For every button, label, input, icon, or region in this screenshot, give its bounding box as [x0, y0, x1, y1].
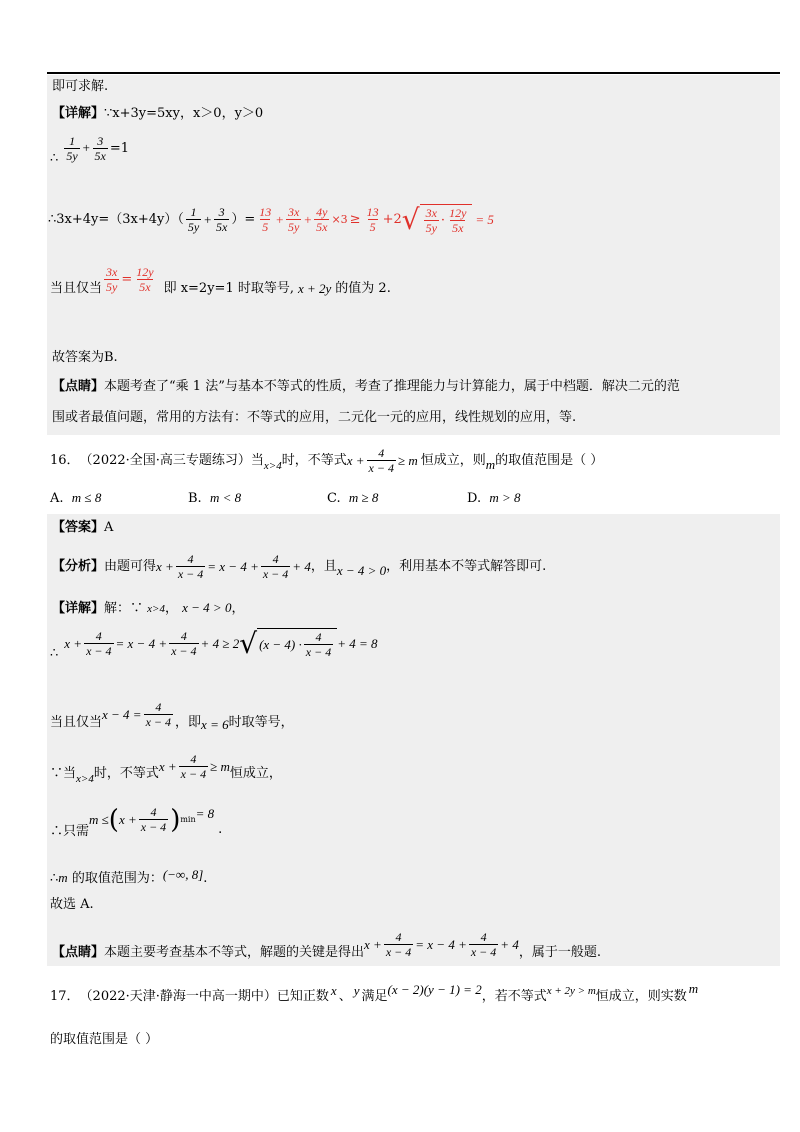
question-16: 16． （2022·全国·高三专题练习） 当 x>4 时，不等式 x + $\frac{4}{x - 4}$ ≥ m 恒成立，则 m 的取值范围是（ ）	[50, 446, 604, 475]
since-line: ∵当 x>4 时，不等式 x + $\frac{4}{x - 4}$ ≥ m 恒成立，	[50, 752, 282, 785]
option-a[interactable]: A. m ≤ 8	[50, 490, 102, 506]
detail-line: 【详解】解：∵ x>4， x − 4 > 0，	[52, 600, 245, 616]
detail-line: 【详解】∵x+3y=5xy，x＞0，y＞0	[52, 106, 264, 121]
question-17-continued: 的取值范围是（ ）	[50, 1032, 159, 1047]
option-d[interactable]: D. m > 8	[467, 490, 521, 506]
option-c[interactable]: C. m ≥ 8	[327, 490, 379, 506]
comment-line: 【点睛】 本题主要考查基本不等式，解题的关键是得出 x + $\frac{4}{x - 4}$ = x − 4 + $\frac{4}{x - 4}$ + 4 ，属于一般题.	[52, 930, 601, 960]
answer-line: 【答案】A	[52, 520, 114, 535]
solution-intro: 即可求解.	[52, 79, 109, 94]
equation-line: ∴ x + $\frac{4}{x - 4}$ = x − 4 + $\frac{4}{x - 4}$ + 4 ≥ 2 √ (x − 4) · $\frac{4}{x - 4}$ + 4 = 8	[50, 626, 378, 661]
answer-line: 故答案为B.	[52, 350, 118, 365]
equation-line: ∴ $\frac{1}{5y}$ + $\frac{3}{5x}$ =1	[50, 134, 130, 166]
comment-line: 【点睛】本题考查了“乘 1 法”与基本不等式的性质，考查了推理能力与计算能力，属于中档题．解决二元的范	[52, 379, 680, 394]
question-17: 17． （2022·天津·静海一中高一期中） 已知正数 x 、 y 满足 (x − 2)(y − 1) = 2 ，若不等式 x + 2y > m 恒成立，则实数 m	[50, 981, 699, 1004]
equation-line: ∴3x+4y=（3x+4y）（ $\frac{1}{5y}$ + $\frac{3}{5x}$ ）= $\frac{13}{5}$ + $\frac{3x}{5y}$ + $\frac{4y}{5x}$ ×3 ≥ $\frac{13}{5}$ +2 √ $\frac{3x}{5y}$ · $\frac{12y}{5x}$ = 5	[48, 202, 494, 236]
solution-block	[47, 514, 780, 966]
header-rule	[47, 72, 780, 74]
equality-condition: 当且仅当 $\frac{3x}{5y}$ = $\frac{12y}{5x}$ 即 x=2y=1 时取等号, x + 2y 的值为 2.	[50, 265, 391, 296]
min-condition: ∴只需 m ≤ ( x + $\frac{4}{x - 4}$ ) min = 8 .	[50, 804, 223, 839]
equality-condition: 当且仅当 x − 4 = $\frac{4}{x - 4}$ ，即 x = 6 时取等号，	[50, 700, 294, 732]
range-line: ∴m 的取值范围为：(−∞, 8].	[50, 867, 208, 886]
option-b[interactable]: B. m < 8	[188, 490, 242, 506]
comment-line: 围或者最值问题，常用的方法有：不等式的应用，二元化一元的应用，线性规划的应用，等.	[52, 410, 577, 425]
analysis-line: 【分析】 由题可得 x + $\frac{4}{x - 4}$ = x − 4 + $\frac{4}{x - 4}$ + 4 ，且 x − 4 > 0 ，利用基本不等式解答即可.	[52, 552, 547, 581]
choose-line: 故选 A.	[50, 897, 94, 912]
